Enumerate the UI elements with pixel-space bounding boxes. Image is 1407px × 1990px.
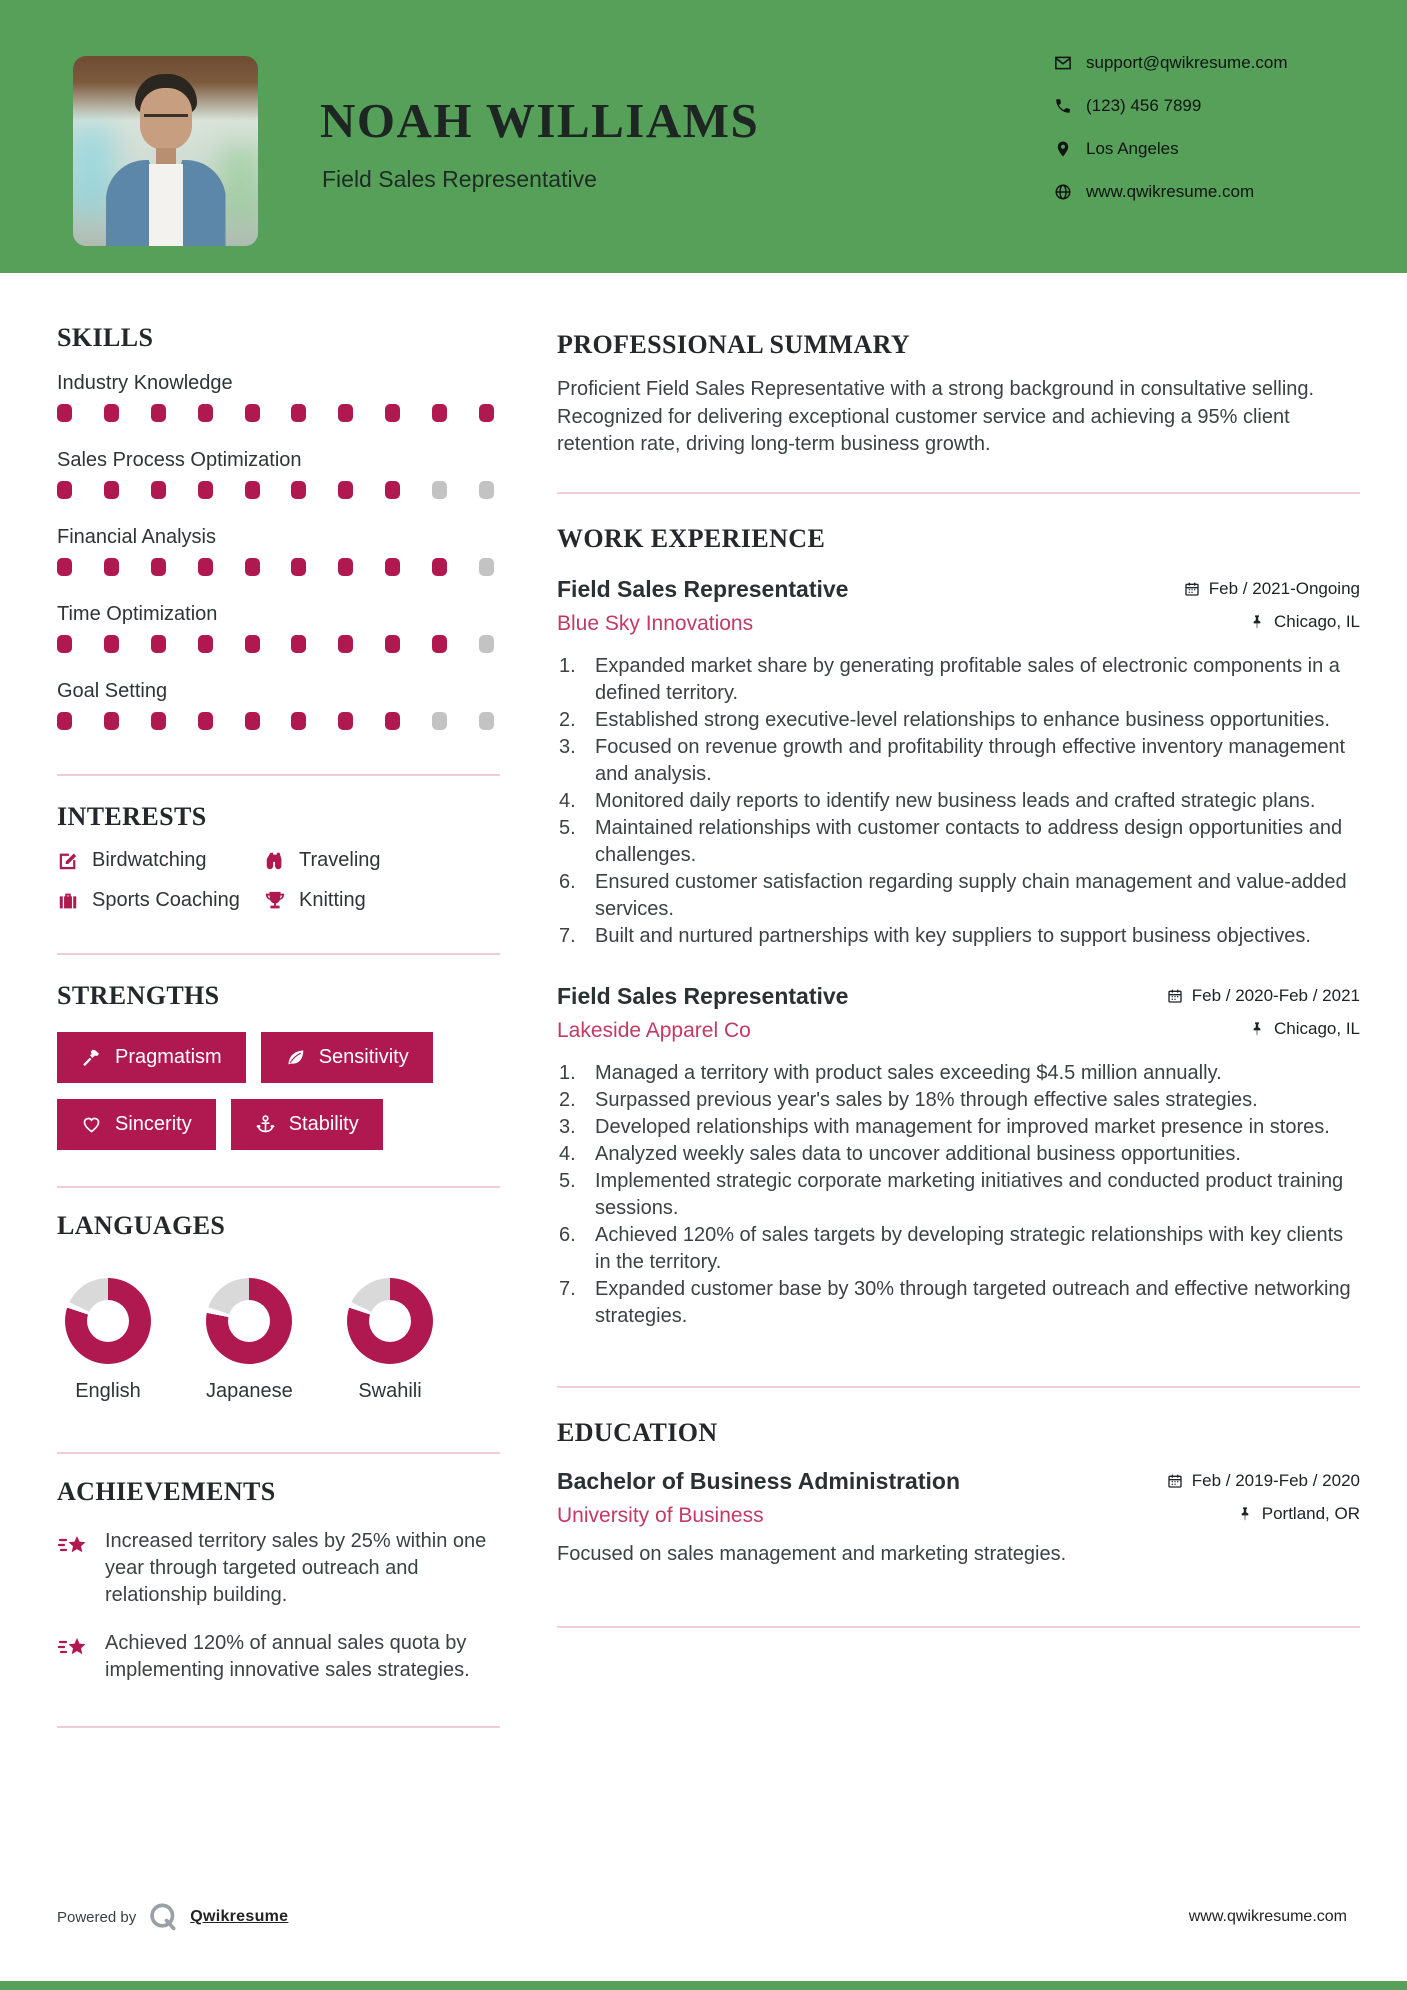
rating-dot-filled [385,635,400,653]
candidate-job-title: Field Sales Representative [322,166,597,192]
skill-row [57,603,500,653]
skills-heading: SKILLS [57,323,154,352]
rating-dot-empty [432,712,447,730]
calendar-icon [1184,581,1200,597]
rating-dot-filled [104,558,119,576]
rating-dot-filled [104,481,119,499]
rating-dot-filled [198,635,213,653]
hammer-icon [81,1047,102,1068]
skills-section [57,323,500,730]
language-donut-chart [65,1278,151,1364]
skill-row [57,526,500,576]
skill-row [57,372,500,422]
footer-website-text: www.qwikresume.com [1188,1908,1347,1925]
rating-dot-filled [198,481,213,499]
job-bullet-list [557,653,1360,950]
right-column [557,273,1360,1628]
section-divider [557,1626,1360,1628]
interest-item [57,849,264,872]
skill-row [57,680,500,730]
contact-email-text: support@qwikresume.com [1086,53,1288,72]
job-bullet: 5. Implemented strategic corporate marketing initiatives and conducted product training sessions. [559,1169,1344,1219]
binoculars-icon [264,850,286,872]
education-dates [1167,1471,1360,1491]
leaf-icon [285,1047,306,1068]
job-company: Blue Sky Innovations [557,611,754,635]
briefcase-icon [57,890,79,912]
rating-dot-filled [151,404,166,422]
skill-rating [57,481,494,499]
interest-item [264,849,500,872]
rating-dot-filled [385,712,400,730]
rating-dot-filled [104,712,119,730]
section-divider [57,774,500,776]
rating-dot-filled [57,404,72,422]
rating-dot-filled [151,712,166,730]
rating-dot-filled [198,404,213,422]
job-bullet: 6. Ensured customer satisfaction regarding supply chain management and value-added services. [559,870,1347,920]
trophy-icon [264,890,286,912]
contact-phone [1054,95,1288,117]
summary-heading: PROFESSIONAL SUMMARY [557,330,911,359]
rating-dot-filled [245,635,260,653]
strength-badge [261,1032,433,1083]
job-bullet: 3. Developed relationships with management for improved market presence in stores. [559,1115,1330,1138]
calendar-icon [1167,988,1183,1004]
skill-name: Goal Setting [57,680,168,702]
interest-item [57,889,264,912]
contact-phone-text: (123) 456 7899 [1086,96,1202,115]
rating-dot-filled [57,712,72,730]
strengths-section [57,981,500,1150]
achievement-item [57,1630,500,1684]
languages-section [57,1211,500,1403]
rating-dot-empty [479,712,494,730]
education-entry [557,1468,1360,1566]
heart-icon [81,1114,102,1135]
job-bullet: 2. Established strong executive-level relationships to enhance business opportunities. [559,708,1330,731]
rating-dot-filled [338,481,353,499]
job-date-text: Feb / 2020-Feb / 2021 [1191,985,1360,1005]
skill-rating [57,712,494,730]
strength-label: Pragmatism [115,1046,222,1068]
rating-dot-filled [245,404,260,422]
edit-icon [57,850,79,872]
rating-dot-empty [432,481,447,499]
pushpin-icon [1249,1021,1265,1037]
job-bullet: 1. Expanded market share by generating profitable sales of electronic components in a defined territory. [559,654,1340,704]
rating-dot-filled [57,558,72,576]
education-school: University of Business [557,1503,764,1527]
profile-photo [73,56,258,246]
rating-dot-filled [198,712,213,730]
skill-rating [57,404,494,422]
footer [57,1900,1347,1934]
left-column [57,273,500,1728]
section-divider [57,1186,500,1188]
rating-dot-filled [151,635,166,653]
strengths-heading: STRENGTHS [57,981,220,1010]
education-degree: Bachelor of Business Administration [557,1467,960,1494]
rating-dot-filled [432,635,447,653]
achievements-heading: ACHIEVEMENTS [57,1477,276,1506]
rating-dot-filled [245,481,260,499]
language-item [347,1278,433,1403]
rating-dot-filled [198,558,213,576]
powered-by-label: Powered by [57,1908,137,1926]
bottom-green-bar [0,1981,1407,1990]
contact-email[interactable] [1054,52,1288,74]
job-bullet: 3. Focused on revenue growth and profitability through effective inventory management and analysis. [559,735,1346,785]
rating-dot-filled [104,635,119,653]
interest-label: Sports Coaching [92,889,240,911]
achievements-section [57,1477,500,1684]
language-item [206,1278,292,1403]
rating-dot-filled [245,712,260,730]
job-bullet: 4. Analyzed weekly sales data to uncover additional business opportunities. [559,1142,1241,1165]
globe-icon [1054,183,1072,201]
qwikresume-logo-icon [146,1900,180,1934]
rating-dot-filled [291,635,306,653]
job-bullet: 4. Monitored daily reports to identify new business leads and crafted strategic plans. [559,789,1316,812]
strength-badge [57,1032,246,1083]
contact-location [1054,138,1288,160]
strength-label: Sensitivity [318,1046,409,1068]
rating-dot-empty [479,481,494,499]
section-divider [57,953,500,955]
qwikresume-brand-link[interactable]: Qwikresume [190,1908,289,1925]
education-note: Focused on sales management and marketing strategies. [557,1542,1067,1565]
achievement-text: Achieved 120% of annual sales quota by implementing innovative sales strategies. [105,1632,470,1681]
language-label: Japanese [206,1380,293,1402]
rating-dot-filled [57,635,72,653]
rating-dot-filled [385,404,400,422]
interests-heading: INTERESTS [57,802,207,831]
work-experience-heading: WORK EXPERIENCE [557,523,826,553]
skill-rating [57,558,494,576]
rating-dot-filled [104,404,119,422]
contact-block [1054,52,1288,224]
strength-label: Stability [288,1113,359,1135]
skill-name: Time Optimization [57,603,218,625]
candidate-name: NOAH WILLIAMS [320,93,760,148]
section-divider [57,1452,500,1454]
rating-dot-filled [432,404,447,422]
rating-dot-empty [479,558,494,576]
section-divider [557,1386,1360,1388]
job-bullet: 2. Surpassed previous year's sales by 18% through effective sales strategies. [559,1088,1258,1111]
rating-dot-filled [291,558,306,576]
job-entry [557,983,1360,1330]
shooting-star-icon [57,1632,89,1664]
powered-by-block [57,1900,288,1934]
education-heading: EDUCATION [557,1417,718,1447]
rating-dot-filled [385,481,400,499]
phone-icon [1054,97,1072,115]
contact-website[interactable] [1054,181,1288,203]
contact-location-text: Los Angeles [1086,139,1179,158]
achievement-item [57,1528,500,1609]
job-title: Field Sales Representative [557,982,849,1009]
job-entry [557,576,1360,950]
job-company: Lakeside Apparel Co [557,1018,751,1042]
rating-dot-filled [432,558,447,576]
job-bullet: 6. Achieved 120% of sales targets by developing strategic relationships with key clients in the territory. [559,1223,1344,1273]
job-location-text: Chicago, IL [1274,1018,1360,1038]
rating-dot-filled [57,481,72,499]
job-location [1249,1019,1360,1039]
job-dates [1184,579,1360,599]
rating-dot-filled [385,558,400,576]
rating-dot-filled [291,404,306,422]
education-location-text: Portland, OR [1261,1503,1360,1523]
rating-dot-empty [479,635,494,653]
education-date-text: Feb / 2019-Feb / 2020 [1191,1470,1360,1490]
interest-item [264,889,500,912]
interest-label: Knitting [299,889,366,911]
location-icon [1054,140,1072,158]
interests-section [57,802,500,912]
job-bullet: 7. Built and nurtured partnerships with key suppliers to support business objectives. [559,924,1311,947]
skill-rating [57,635,494,653]
strength-badge [57,1099,216,1150]
language-label: English [75,1380,141,1402]
pushpin-icon [1249,614,1265,630]
rating-dot-filled [245,558,260,576]
job-location-text: Chicago, IL [1274,611,1360,631]
skill-row [57,449,500,499]
rating-dot-filled [151,481,166,499]
pushpin-icon [1237,1506,1253,1522]
job-bullet-list [557,1060,1360,1330]
job-bullet: 5. Maintained relationships with customer contacts to address design opportunities and challenges. [559,816,1343,866]
interest-label: Birdwatching [92,849,207,871]
rating-dot-filled [338,404,353,422]
shooting-star-icon [57,1530,89,1562]
section-divider [557,492,1360,494]
job-title: Field Sales Representative [557,575,849,602]
job-dates [1167,986,1360,1006]
skill-name: Industry Knowledge [57,372,233,394]
header-banner [0,0,1407,273]
rating-dot-filled [291,481,306,499]
job-bullet: 7. Expanded customer base by 30% through targeted outreach and effective networking strategies. [559,1277,1351,1327]
interest-label: Traveling [299,849,381,871]
rating-dot-filled [151,558,166,576]
skill-name: Financial Analysis [57,526,216,548]
languages-heading: LANGUAGES [57,1211,226,1240]
rating-dot-filled [338,635,353,653]
language-donut-chart [206,1278,292,1364]
strength-badge [231,1099,383,1150]
skill-name: Sales Process Optimization [57,449,302,471]
calendar-icon [1167,1473,1183,1489]
rating-dot-filled [338,712,353,730]
language-label: Swahili [358,1380,422,1402]
rating-dot-filled [479,404,494,422]
job-bullet: 1. Managed a territory with product sales exceeding $4.5 million annually. [559,1061,1222,1084]
rating-dot-filled [291,712,306,730]
section-divider [57,1726,500,1728]
summary-text: Proficient Field Sales Representative with a strong background in consultative selling. Recognized for delivering exceptional customer service and achieving a 95% client retention rate, driving long-term business growth. [557,378,1315,455]
education-location [1237,1504,1360,1524]
achievement-text: Increased territory sales by 25% within one year through targeted outreach and relationship building. [105,1530,487,1606]
language-donut-chart [347,1278,433,1364]
envelope-icon [1054,54,1072,72]
contact-website-text: www.qwikresume.com [1086,182,1255,201]
job-date-text: Feb / 2021-Ongoing [1208,578,1360,598]
anchor-icon [255,1114,276,1135]
rating-dot-filled [338,558,353,576]
strength-label: Sincerity [115,1113,192,1135]
job-location [1249,612,1360,632]
language-item [65,1278,151,1403]
